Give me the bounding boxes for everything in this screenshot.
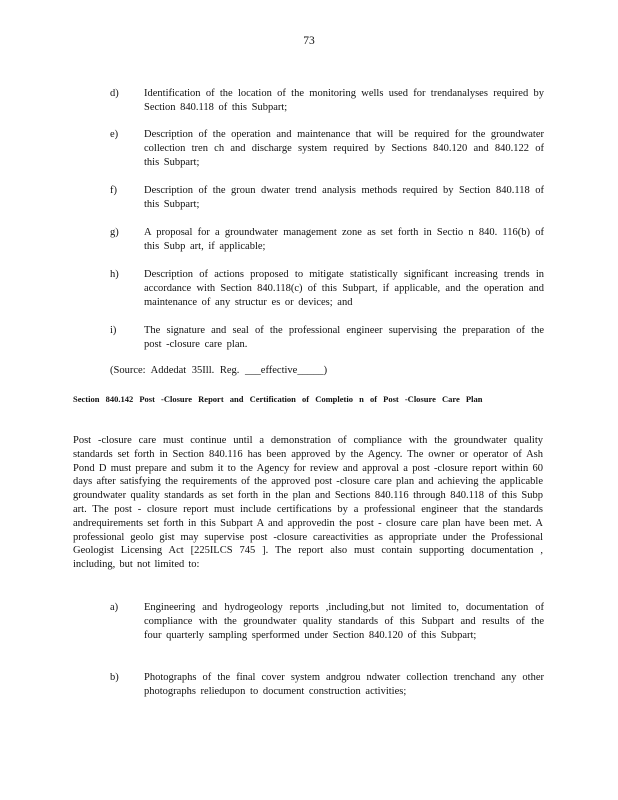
list-item-text: The signature and seal of the professional engineer supervising the preparation of the post -closure care plan. (144, 325, 544, 350)
page-number: 73 (303, 35, 315, 47)
list-item-d (110, 87, 550, 115)
list-item-e (110, 128, 550, 170)
list-item-text: Description of the groun dwater trend analysis methods required by Section 840.118 of this Subpart; (144, 185, 544, 210)
list-item-label: g) (110, 227, 119, 238)
list-item-b (110, 671, 550, 699)
source-note: (Source: Addedat 35Ill. Reg. ___effective_____) (110, 365, 328, 376)
list-item-i (110, 324, 550, 352)
list-item-text: Identification of the location of the monitoring wells used for trendanalyses required by Section 840.118 of this Subpart; (144, 88, 544, 113)
list-item-label: d) (110, 88, 119, 99)
list-item-label: f) (110, 185, 117, 196)
list-item-label: i) (110, 325, 117, 336)
list-item-f (110, 184, 550, 212)
list-item-label: a) (110, 602, 119, 613)
list-item-label: h) (110, 269, 119, 280)
list-item-text: Photographs of the final cover system andgrou ndwater collection trenchand any other photographs reliedupon to document construction activities; (144, 672, 544, 697)
list-item-h (110, 268, 550, 310)
list-item-g (110, 226, 550, 254)
list-item-label: e) (110, 129, 119, 140)
body-paragraph: Post -closure care must continue until a demonstration of compliance with the groundwater quality standards set forth in Section 840.116 has been approved by the Agency. The owner or operator of Ash Pond D must prepare and subm it to the Agency for review and approval a post -closure report within 60 days after satisfying the requirements of the approved post -closure care plan and achieving the applicable groundwater quality standards as set forth in the plan and Sections 840.116 through 840.118 of this Subp art. The post - closure report must include certifications by a professional engineer that the standards andrequirements set forth in this Subpart A and approvedin the post - closure care plan have been met. A professional geolo gist may supervise post -closure careactivities as appropriate under the Professional Geologist Licensing Act [225ILCS 745 ]. The report also must contain supporting documentation , including, but not limited to: (73, 435, 543, 571)
list-item-text: Description of actions proposed to mitigate statistically significant increasing trends in accordance with Section 840.118(c) of this Subpart, if applicable, and the operation and maintenance of any structur es or devices; and (144, 269, 544, 308)
section-heading: Section 840.142 Post -Closure Report and Certification of Completio n of Post -Closure Care Plan (73, 394, 483, 404)
list-item-text: Engineering and hydrogeology reports ,including,but not limited to, documentation of compliance with the groundwater quality standards of this Subpart and results of the four quarterly sampling sperformed under Section 840.120 of this Subpart; (144, 602, 544, 641)
list-item-a (110, 601, 550, 643)
list-item-text: Description of the operation and maintenance that will be required for the groundwater collection tren ch and discharge system required by Sections 840.120 and 840.122 of this Subpart; (144, 129, 544, 168)
list-item-text: A proposal for a groundwater management zone as set forth in Sectio n 840. 116(b) of this Subp art, if applicable; (144, 227, 544, 252)
list-item-label: b) (110, 672, 119, 683)
